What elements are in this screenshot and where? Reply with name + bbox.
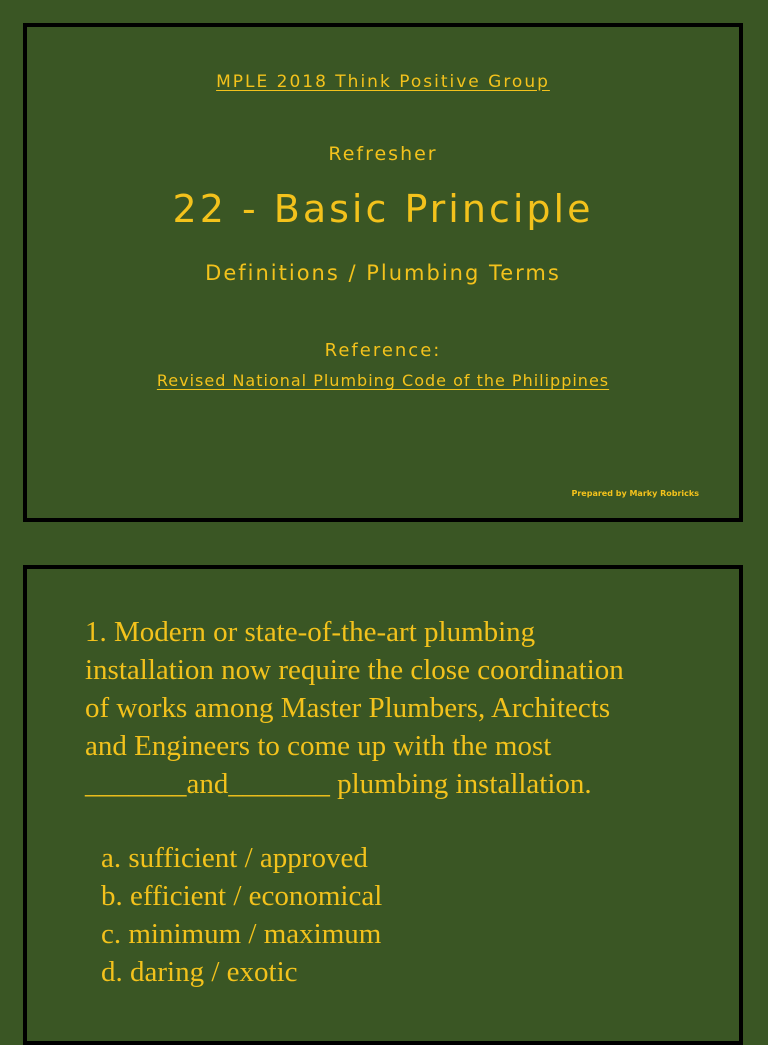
question-text — [85, 613, 725, 803]
group-name-link[interactable]: MPLE 2018 Think Positive Group — [216, 72, 550, 92]
question-slide — [23, 565, 743, 1045]
answer-choices — [101, 839, 382, 991]
slide-subtitle: Definitions / Plumbing Terms — [205, 261, 561, 285]
choice-c: c. minimum / maximum — [101, 918, 382, 950]
title-slide — [23, 23, 743, 522]
question-line: of works among Master Plumbers, Architects — [85, 692, 611, 724]
question-line: and Engineers to come up with the most — [85, 730, 552, 762]
slide-label: Refresher — [328, 143, 438, 165]
question-line: installation now require the close coordination — [85, 654, 624, 686]
choice-a: a. sufficient / approved — [101, 842, 368, 874]
choice-b: b. efficient / economical — [101, 880, 383, 912]
reference-link[interactable]: Revised National Plumbing Code of the Philippines — [156, 371, 610, 390]
question-line: _______and_______ plumbing installation. — [85, 768, 592, 800]
choice-d: d. daring / exotic — [101, 956, 298, 988]
slide-title: 22 - Basic Principle — [172, 187, 594, 231]
reference-label: Reference: — [324, 340, 442, 361]
question-line: 1. Modern or state-of-the-art plumbing — [85, 616, 536, 648]
prepared-by-credit: Prepared by Marky Robricks — [571, 489, 699, 498]
